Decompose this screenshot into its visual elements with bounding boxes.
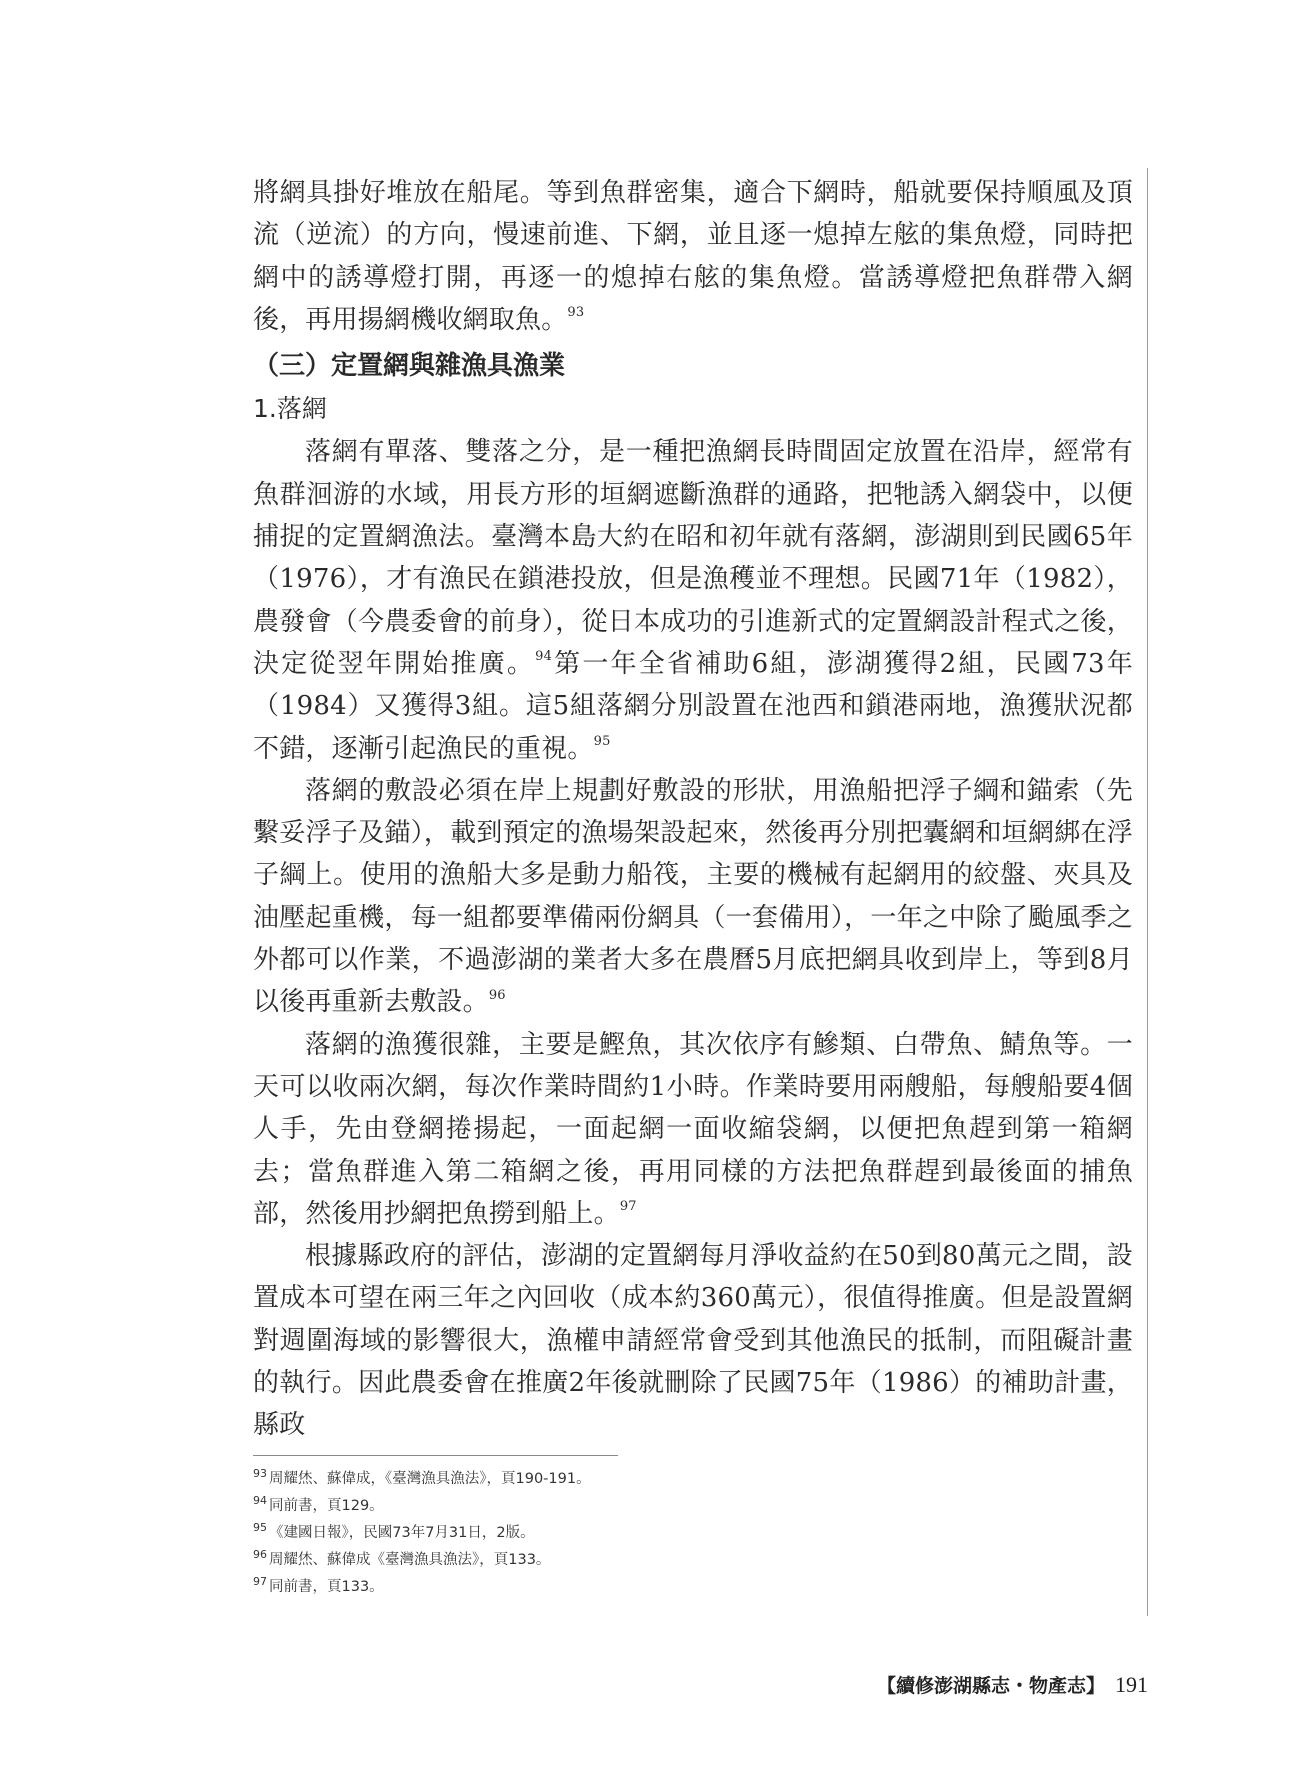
sub-heading: 1.落網 — [253, 394, 327, 424]
footnotes — [253, 1466, 1133, 1601]
footnote-number: 94 — [253, 1494, 267, 1508]
footnote-number: 97 — [253, 1575, 267, 1589]
footnote-ref-97[interactable]: 97 — [619, 1199, 637, 1215]
footnote-number: 93 — [253, 1467, 267, 1481]
paragraph-2 — [253, 431, 1133, 769]
section-heading: （三）定置網與雜漁具漁業 — [253, 351, 566, 382]
footnote-ref-95[interactable]: 95 — [593, 733, 611, 749]
footnote-ref-94[interactable]: 94 — [535, 649, 553, 665]
footnote-text: 周耀烋、蘇偉成《臺灣漁具漁法》，頁133。 — [269, 1552, 551, 1568]
paragraph-4-text: 落網的漁獲很雜，主要是鰹魚，其次依序有鰺類、白帶魚、鯖魚等。一天可以收兩次網，每次作業時間約1小時。作業時要用兩艘船，每艘船要4個人手，先由登網捲揚起，一面起網一面收縮袋網，以便把魚趕到第一箱網去；當魚群進入第二箱網之後，再用同樣的方法把魚群趕到最後面的捕魚部，然後用抄網把魚撈到船上。 — [253, 1029, 1133, 1229]
footnote-95 — [253, 1520, 1133, 1547]
footnote-text: 同前書，頁133。 — [269, 1579, 384, 1595]
paragraph-2-text-b: 第一年全省補助6組，澎湖獲得2組，民國73年（1984）又獲得3組。這5組落網分別設置在池西和鎖港兩地，漁獲狀況都不錯，逐漸引起漁民的重視。 — [253, 648, 1133, 764]
body-text — [253, 172, 1133, 1447]
paragraph-5-text: 根據縣政府的評估，澎湖的定置網每月淨收益約在50到80萬元之間，設置成本可望在兩三年之內回收（成本約360萬元），很值得推廣。但是設置網對週圍海域的影響很大，漁權申請經常會受到其他漁民的抵制，而阻礙計畫的執行。因此農委會在推廣2年後就刪除了民國75年（1986）的補助計畫，縣政 — [253, 1241, 1133, 1441]
paragraph-3 — [253, 770, 1133, 1024]
footnote-ref-93[interactable]: 93 — [567, 305, 585, 321]
footnote-93 — [253, 1466, 1133, 1493]
margin-rule — [1147, 168, 1148, 1616]
footnote-94 — [253, 1493, 1133, 1520]
paragraph-4 — [253, 1024, 1133, 1235]
page-number: 191 — [1115, 1672, 1148, 1697]
paragraph-5 — [253, 1235, 1133, 1446]
paragraph-1 — [253, 172, 1133, 341]
footnote-ref-96[interactable]: 96 — [488, 987, 506, 1003]
paragraph-1-text: 將網具掛好堆放在船尾。等到魚群密集，適合下網時，船就要保持順風及頂流（逆流）的方向，慢速前進、下網，並且逐一熄掉左舷的集魚燈，同時把網中的誘導燈打開，再逐一的熄掉右舷的集魚燈。當誘導燈把魚群帶入網後，再用揚網機收網取魚。 — [253, 178, 1133, 335]
footnote-number: 95 — [253, 1521, 267, 1535]
page-footer — [877, 1671, 1148, 1698]
footnote-text: 同前書，頁129。 — [269, 1498, 384, 1514]
paragraph-2-text-a: 落網有單落、雙落之分，是一種把漁網長時間固定放置在沿岸，經常有魚群洄游的水域，用長方形的垣網遮斷漁群的通路，把牠誘入網袋中，以便捕捉的定置網漁法。臺灣本島大約在昭和初年就有落網，澎湖則到民國65年（1976），才有漁民在鎖港投放，但是漁穫並不理想。民國71年（1982），農發會（今農委會的前身），從日本成功的引進新式的定置網設計程式之後，決定從翌年開始推廣。 — [253, 437, 1133, 679]
footnote-text: 周耀烋、蘇偉成，《臺灣漁具漁法》，頁190-191。 — [269, 1471, 591, 1487]
footnote-number: 96 — [253, 1548, 267, 1562]
footnote-97 — [253, 1574, 1133, 1601]
paragraph-3-text: 落網的敷設必須在岸上規劃好敷設的形狀，用漁船把浮子綱和錨索（先繫妥浮子及錨），載到預定的漁場架設起來，然後再分別把囊網和垣網綁在浮子綱上。使用的漁船大多是動力船筏，主要的機械有起網用的絞盤、夾具及油壓起重機，每一組都要準備兩份網具（一套備用），一年之中除了颱風季之外都可以作業，不過澎湖的業者大多在農曆5月底把網具收到岸上，等到8月以後再重新去敷設。 — [253, 775, 1133, 1018]
footnote-96 — [253, 1547, 1133, 1574]
footnote-separator — [253, 1455, 618, 1456]
running-title: 【續修澎湖縣志・物產志】 — [876, 1675, 1105, 1697]
footnote-text: 《建國日報》，民國73年7月31日，2版。 — [269, 1525, 535, 1541]
